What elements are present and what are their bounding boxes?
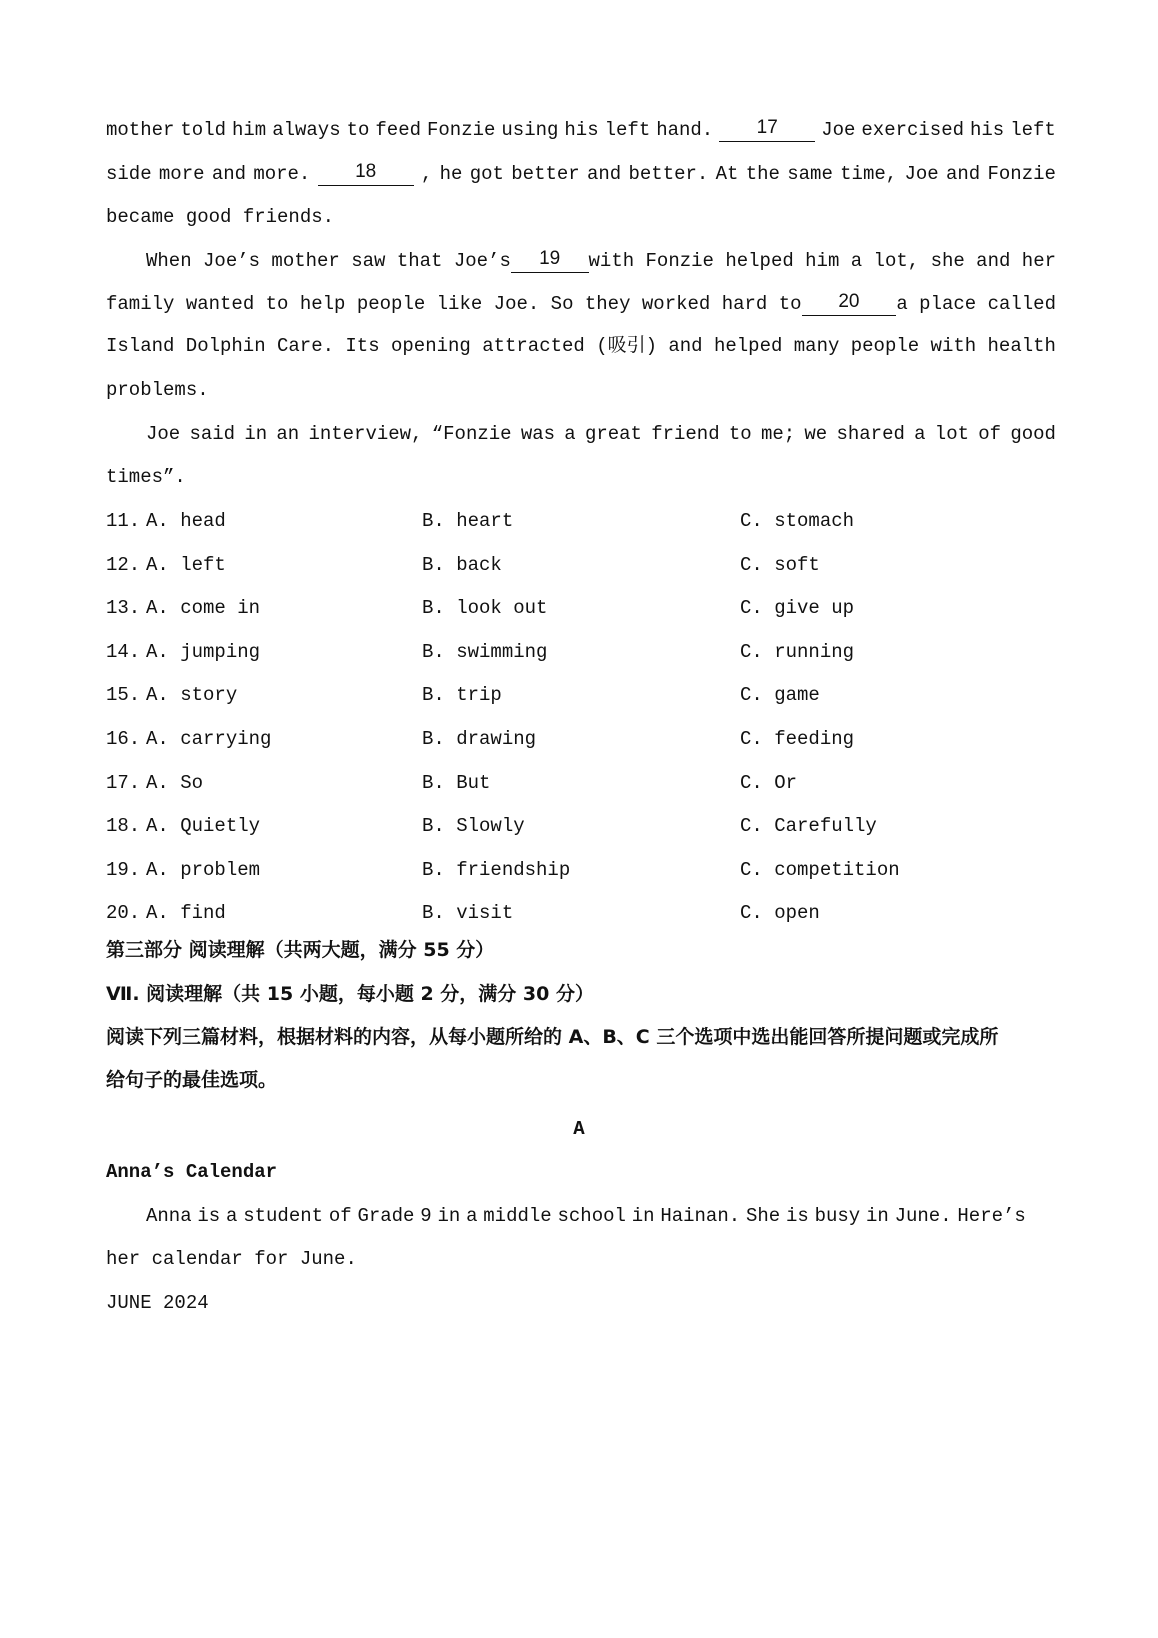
option-c: C. stomach — [740, 510, 855, 532]
option-a: A. problem — [146, 858, 261, 881]
passage-l1-word: in — [631, 1205, 655, 1227]
p1l2-word: got — [469, 163, 504, 185]
p2l3-word: health — [987, 335, 1056, 357]
passage-l1-word: middle — [483, 1205, 552, 1227]
p3l1-word: Joe — [146, 423, 181, 445]
p1l2-word: he — [439, 163, 463, 185]
passage-l1-word: a — [226, 1205, 238, 1227]
paragraph2-line1-head: When Joe’s mother saw that Joe’s — [146, 250, 511, 272]
p2l3-word: and — [668, 335, 703, 357]
option-b: B. drawing — [422, 728, 537, 750]
option-c: C. competition — [740, 858, 900, 881]
option-c: C. open — [740, 902, 820, 925]
p2l3-word: helped — [713, 335, 783, 357]
option-b: B. Slowly — [422, 815, 525, 838]
option-c: C. give up — [740, 597, 855, 620]
p3l1-word: of — [978, 423, 1002, 445]
question-number: 11. — [106, 510, 141, 532]
p3l1-word: was — [520, 423, 556, 445]
passage-l1-word: June. — [894, 1205, 952, 1227]
passage-l1-word: is — [197, 1205, 221, 1227]
p1l1-word: Fonzie — [427, 119, 496, 141]
p2l3-word: Dolphin — [185, 335, 266, 357]
option-row — [0, 814, 1158, 838]
paragraph3-line1 — [146, 422, 1056, 446]
option-row — [0, 771, 1158, 795]
option-b: B. But — [422, 771, 491, 794]
paragraph2-line4: problems. — [106, 379, 209, 401]
p1l2-word: and — [586, 163, 622, 185]
p1l1-word: told — [180, 119, 227, 141]
passage-l1-word: in — [865, 1205, 889, 1227]
question-number: 18. — [106, 815, 141, 838]
p3l1-word: an — [276, 423, 300, 445]
option-row — [0, 596, 1158, 620]
option-a: A. Quietly — [146, 815, 261, 838]
passage-l1-word: student — [243, 1205, 324, 1227]
p3l1-word: we — [804, 423, 828, 445]
p1l1-word: feed — [375, 119, 422, 141]
option-c: C. soft — [740, 553, 820, 576]
p2l3-word: people — [850, 335, 920, 357]
paragraph2-line2-tail: a place called — [896, 293, 1056, 315]
p2l3-word: with — [930, 335, 977, 357]
p1l1-word: always — [272, 119, 341, 141]
p1l1-word: his — [564, 119, 599, 141]
passage-label: A — [573, 1118, 585, 1140]
option-b: B. look out — [422, 597, 548, 620]
option-row — [0, 858, 1158, 882]
p1l2-word: Joe — [904, 163, 939, 185]
blank-17: 17 — [719, 118, 815, 142]
option-row — [0, 901, 1158, 925]
option-a: A. come in — [146, 597, 261, 620]
option-b: B. friendship — [422, 858, 571, 881]
question-number: 12. — [106, 553, 141, 576]
calendar-heading: JUNE 2024 — [106, 1292, 209, 1314]
question-number: 16. — [106, 728, 141, 750]
passage-l1-word: She — [745, 1205, 781, 1227]
p1l1-word: using — [501, 119, 559, 141]
p3l1-word: friend — [651, 423, 720, 445]
option-c: C. Carefully — [740, 815, 877, 838]
p3l1-word: to — [728, 423, 752, 445]
p1l1-word: mother — [106, 119, 175, 141]
p1l2-word: , — [420, 163, 433, 185]
p3l1-word: great — [584, 423, 642, 445]
p1l2-word: side — [106, 163, 152, 185]
p1l1-word: left — [1010, 119, 1056, 141]
blank-19: 19 — [511, 249, 589, 273]
option-c: C. game — [740, 684, 820, 707]
p1l2-word: Fonzie — [987, 163, 1056, 185]
p2l3-word: many — [793, 335, 840, 357]
passage-line2: her calendar for June. — [106, 1248, 357, 1270]
passage-l1-word: busy — [814, 1205, 861, 1227]
p1l2-word: better — [511, 163, 580, 185]
option-row — [0, 553, 1158, 577]
p3l1-word: “Fonzie — [431, 423, 512, 445]
passage-l1-word: of — [328, 1205, 352, 1227]
option-b: B. visit — [422, 902, 514, 925]
blank-18: 18 — [318, 162, 414, 186]
option-b: B. trip — [422, 684, 502, 707]
instructions-line1: 阅读下列三篇材料，根据材料的内容，从每小题所给的 A、B、C 三个选项中选出能回答所提问题或完成所 — [106, 1026, 999, 1048]
passage-l1-word: a — [466, 1205, 478, 1227]
paragraph1-line3: became good friends. — [106, 206, 335, 228]
p1l2-word: time, — [840, 163, 898, 185]
paragraph3-line2: times”. — [106, 466, 186, 488]
option-c: C. feeding — [740, 728, 855, 750]
p3l1-word: shared — [836, 423, 905, 445]
p1l2-word: same — [787, 163, 833, 185]
option-row — [0, 727, 1158, 751]
p1l2-word: and — [211, 163, 247, 185]
option-row — [0, 509, 1158, 533]
option-a: A. story — [146, 684, 238, 707]
question-number: 20. — [106, 902, 141, 925]
paragraph2-line3 — [106, 334, 1056, 358]
option-a: A. find — [146, 902, 226, 925]
p2l3-word: opening — [390, 335, 471, 357]
paragraph2-line2 — [106, 292, 1056, 316]
p1l2-word: more. — [253, 163, 311, 185]
option-a: A. So — [146, 771, 204, 794]
paragraph1-line1 — [106, 118, 1056, 142]
passage-title: Anna’s Calendar — [106, 1161, 278, 1183]
option-row — [0, 683, 1158, 707]
p3l1-word: me; — [760, 423, 796, 445]
p2l3-word: attracted — [482, 335, 585, 357]
p2l3-word: (吸引) — [596, 335, 657, 357]
p1l1-word: hand. — [656, 119, 714, 141]
p1l2-word: better. — [628, 163, 709, 185]
question-number: 14. — [106, 640, 141, 663]
option-c: C. Or — [740, 771, 798, 794]
question-number: 13. — [106, 597, 141, 620]
p1l2-word: At — [715, 163, 739, 185]
option-b: B. swimming — [422, 640, 548, 663]
p2l3-word: Island — [106, 335, 175, 357]
passage-l1-word: Anna — [146, 1205, 192, 1227]
section3-title: 第三部分 阅读理解（共两大题，满分 55 分） — [106, 939, 495, 961]
p1l1-word: left — [604, 119, 651, 141]
p3l1-word: a — [914, 423, 926, 445]
passage-l1-word: Grade — [357, 1205, 415, 1227]
option-b: B. back — [422, 553, 502, 576]
passage-l1-word: in — [437, 1205, 461, 1227]
option-b: B. heart — [422, 510, 514, 532]
p1l1-word: his — [970, 119, 1005, 141]
p3l1-word: good — [1010, 423, 1056, 445]
passage-line1 — [146, 1204, 1026, 1228]
p3l1-word: in — [244, 423, 268, 445]
section7-title: Ⅶ. 阅读理解（共 15 小题，每小题 2 分，满分 30 分） — [106, 983, 594, 1005]
p1l2-word: the — [745, 163, 780, 185]
p1l2-word: more — [158, 163, 205, 185]
paragraph2-line2-head: family wanted to help people like Joe. So they worked hard to — [106, 293, 802, 315]
p3l1-word: said — [189, 423, 236, 445]
option-a: A. left — [146, 553, 226, 576]
option-a: A. head — [146, 510, 226, 532]
instructions-line2: 给句子的最佳选项。 — [106, 1069, 278, 1091]
passage-l1-word: 9 — [420, 1205, 432, 1227]
passage-l1-word: is — [785, 1205, 809, 1227]
p1l2-word: and — [945, 163, 981, 185]
paragraph1-line2 — [106, 162, 1056, 186]
p1l1-word: Joe — [821, 119, 856, 141]
question-number: 15. — [106, 684, 141, 707]
option-a: A. jumping — [146, 640, 261, 663]
p1l1-word: him — [232, 119, 267, 141]
p2l3-word: Care. — [277, 335, 335, 357]
passage-l1-word: Hainan. — [660, 1205, 741, 1227]
p3l1-word: a — [564, 423, 576, 445]
option-row — [0, 640, 1158, 664]
p2l3-word: Its — [345, 335, 380, 357]
question-number: 17. — [106, 771, 141, 794]
blank-20: 20 — [802, 292, 897, 316]
paragraph2-line1 — [146, 249, 1056, 273]
question-number: 19. — [106, 858, 141, 881]
passage-l1-word: school — [557, 1205, 626, 1227]
option-c: C. running — [740, 640, 855, 663]
paragraph2-line1-tail: with Fonzie helped him a lot, she and her — [588, 250, 1056, 272]
p1l1-word: exercised — [861, 119, 965, 141]
p3l1-word: lot — [934, 423, 970, 445]
passage-l1-word: Here’s — [957, 1205, 1026, 1227]
p3l1-word: interview, — [308, 423, 423, 445]
p1l1-word: to — [346, 119, 370, 141]
option-a: A. carrying — [146, 728, 272, 750]
